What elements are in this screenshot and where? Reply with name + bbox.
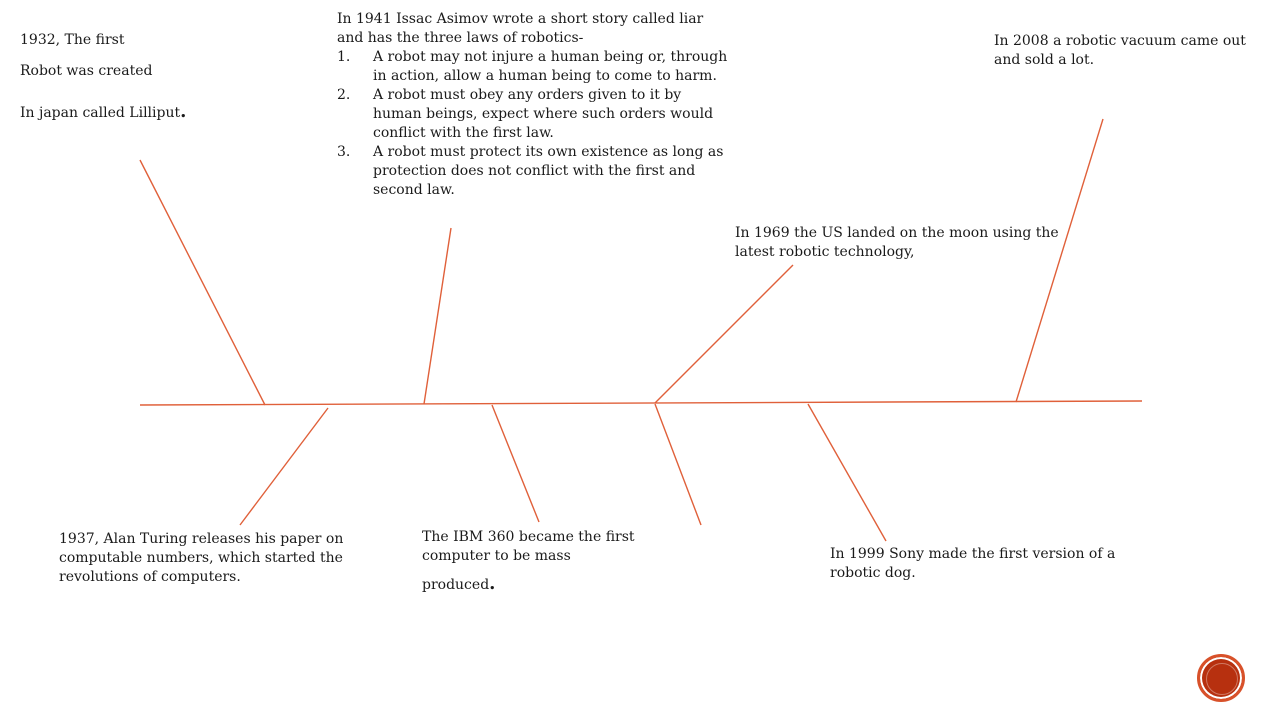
event-ibm360-line2	[422, 574, 650, 595]
event-2008-label	[994, 32, 1256, 70]
circle-nav-icon[interactable]	[1197, 654, 1245, 702]
robotics-law-1-number: 1.	[337, 49, 351, 65]
branch-1932	[140, 160, 265, 405]
branch-unlabeled	[655, 404, 701, 525]
branch-1999	[808, 404, 886, 541]
robotics-law-1	[337, 48, 729, 86]
event-1932-line2: Robot was created	[20, 63, 153, 79]
event-ibm360-line2-end: .	[489, 573, 496, 594]
branch-1937	[240, 408, 328, 525]
event-1937-label	[59, 530, 359, 587]
event-1969-label	[735, 224, 1070, 262]
event-1941-label	[337, 10, 729, 200]
event-1999-text: In 1999 Sony made the first version of a robotic dog.	[830, 546, 1116, 581]
robotics-law-3-text: A robot must protect its own existence as long as protection does not conflict with the first and second law.	[373, 144, 724, 198]
timeline-spine	[140, 401, 1142, 405]
event-1941-intro: In 1941 Issac Asimov wrote a short story called liar and has the three laws of robotics-	[337, 11, 704, 46]
branch-1941	[424, 228, 451, 404]
event-1932-line3-end: .	[180, 101, 187, 122]
robotics-laws-list	[337, 48, 729, 200]
branch-ibm360	[492, 405, 539, 522]
branch-1969	[655, 265, 793, 403]
robotics-law-2-text: A robot must obey any orders given to it by human beings, expect where such orders would conflict with the first law.	[373, 87, 714, 141]
event-1937-text: 1937, Alan Turing releases his paper on computable numbers, which started the revolutions of computers.	[59, 531, 344, 585]
event-1932-line1: 1932, The first	[20, 32, 125, 48]
robotics-law-2	[337, 86, 729, 143]
robotics-law-3-number: 3.	[337, 144, 351, 160]
event-1969-text: In 1969 the US landed on the moon using the latest robotic technology,	[735, 225, 1059, 260]
robotics-law-1-text: A robot may not injure a human being or, through in action, allow a human being to come to harm.	[373, 49, 728, 84]
event-1932-line3	[20, 102, 220, 123]
robotics-law-2-number: 2.	[337, 87, 351, 103]
event-1999-label	[830, 545, 1120, 583]
circle-nav-icon-inner	[1206, 663, 1238, 695]
event-2008-text: In 2008 a robotic vacuum came out and sold a lot.	[994, 33, 1246, 68]
event-ibm360-line1: The IBM 360 became the first computer to be mass	[422, 529, 635, 564]
event-1932-line3-text: In japan called Lilliput	[20, 105, 181, 121]
event-ibm360-label	[422, 528, 650, 595]
event-ibm360-line2-text: produced	[422, 577, 490, 593]
event-1932-label	[20, 31, 220, 123]
robotics-law-3	[337, 143, 729, 200]
